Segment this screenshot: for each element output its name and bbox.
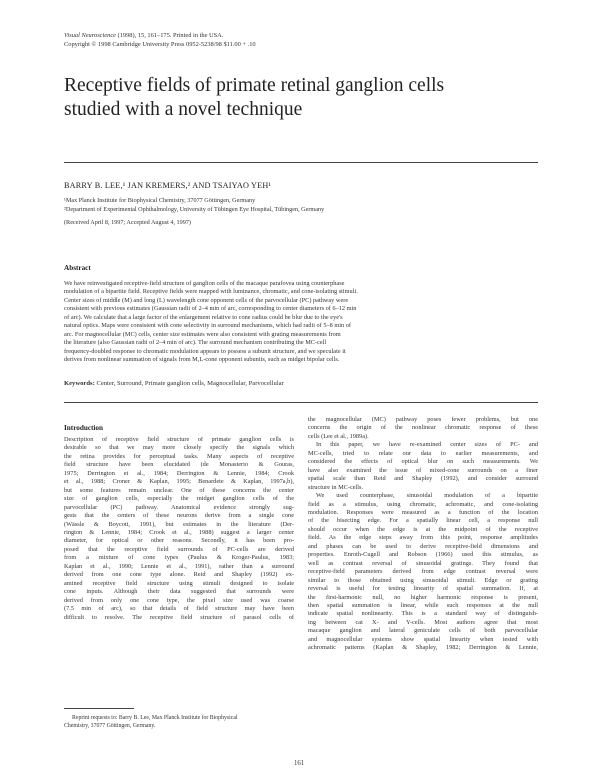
author-list: BARRY B. LEE,¹ JAN KREMERS,² AND TSAIYAO YEH¹ — [64, 181, 272, 190]
title-rule — [64, 162, 538, 163]
left-column: Description of receptive field structure of primate ganglion cells is desirable so that we may more closely specify the signals which the retina provides for perceptual tasks. Many aspects of receptive field structure have been elucidated (de Monasterio & Gouras, 1975; Derrington et al., 1984; Derrington & Lennie, 1984; Crook et al., 1988; Croner & Kaplan, 1995; Benardete & Kaplan, 1997a,b), but some features remain unclear. One of these concerns the center size of ganglion cells, especially the midget ganglion cells of the parvocellular (PC) pathway. Anatomical evidence strongly sug- gests that the centers of these neurons derive from a single cone (Wässle & Boycott, 1991), but estimates in the literature (Der- rington & Lennie, 1984; Crook et al., 1988) suggest a larger center diameter, for optical or other reasons. Secondly, it has been pro- posed that the receptive field surrounds of PC-cells are derived from a mixture of cone types (Paulus & Kroger-Paulus, 1983; Kaplan et al., 1990; Lennie et al., 1991), rather than a surround derived from one cone type alone. Reid and Shapley (1992) ex- amined receptive field structure using stimuli designed to isolate cone inputs. Although their data suggested that surrounds were derived from only one cone type, the pixel size used was coarse (7.5 min of arc), so that details of field structure may have been difficult to resolve. The receptive field structure of parasol cells of — [64, 436, 294, 621]
journal-citation: Visual Neuroscience (1998), 15, 161–175. Printed in the USA. — [64, 32, 224, 39]
paper-title: Receptive fields of primate retinal ganglion cells studied with a novel technique — [64, 75, 445, 120]
keywords: Keywords: Center, Surround, Primate ganglion cells, Magnocellular, Parvocellular — [64, 380, 284, 387]
copyright-line: Copyright © 1998 Cambridge University Press 0952-5238/98 $11.00 + .10 — [64, 41, 256, 48]
affiliations: ¹Max Planck Institute for Biophysical Chemistry, 37077 Göttingen, Germany ²Department of Experimental Ophthalmology, University of Tübingen Eye Hospital, Tübingen, Germany — [64, 197, 325, 214]
abstract-text: We have reinvestigated receptive-field structure of ganglion cells of the macaque parafovea using counterphase modulation of a bipartite field. Receptive fields were mapped with luminance, chromatic, and cone-isolating stimuli. Center sizes of middle (M) and long (L) wavelength cone opponent cells of the parvocellular (PC) pathway were consistent with previous estimates (Gaussian radii of 2–4 min of arc, corresponding to center diameters of 6–12 min of arc). We calculate that a large factor of the enlargement relative to cone radius could be blur due to the eye's natural optics. Maps were consistent with cone selectivity in surround mechanisms, which had radii of 5–8 min of arc. For magnocellular (MC) cells, center size estimates were also consistent with grating measurements from the literature (also Gaussian radii of 2–4 min of arc). The surround mechanism contributing the MC-cell frequency-doubled response to chromatic modulation appears to possess a subunit structure, and we speculate it derives from nonlinear summation of signals from M,L-cone opponent subunits, such as midget bipolar cells. — [64, 280, 358, 364]
page-number: 161 — [294, 760, 305, 767]
footnote: Reprint requests to: Barry B. Lee, Max Planck Institute for Biophysical Chemistry, 37077 Göttingen, Germany. — [64, 715, 238, 729]
introduction-heading: Introduction — [64, 424, 104, 432]
received-dates: (Received April 8, 1997; Accepted August 4, 1997) — [64, 219, 191, 226]
footnote-rule — [64, 708, 134, 709]
journal-header — [64, 31, 256, 49]
abstract-heading: Abstract — [64, 264, 91, 272]
right-column: the magnocellular (MC) pathway poses fewer problems, but one concerns the origin of the nonlinear chromatic response of these cells (Lee et al., 1989a). In this paper, we have re-examined center sizes of PC- and MC-cells, tried to relate our data to earlier measurements, and considered the effects of optical blur on such measurements. We have also examined the issue of mixed-cone surrounds on a finer spatial scale than Reid and Shapley (1992), and consider surround structure in MC-cells. We used counterphase, sinusoidal modulation of a bipartite field as a stimulus, using chromatic, achromatic, and cone-isolating modulation. Responses were measured as a function of the location of the bisecting edge. For a spatially linear cell, a response null should occur when the edge is at the midpoint of the receptive field. As the edge steps away from this point, response amplitudes and phases can be used to derive receptive-field dimensions and properties. Enroth-Cugell and Robson (1966) used this stimulus, as well as contrast reversal of sinusoidal gratings. They found that receptive-field parameters derived from edge contrast reversal were similar to those obtained using sinusoidal stimuli. Edge or grating reversal is useful for testing linearity of spatial summation. If, at the first-harmonic null, no higher harmonic response is present, then spatial summation is linear, while such responses at the null indicate spatial nonlinearity. This is a standard way of distinguish- ing between cat X- and Y-cells. Most authors agree that most macaque ganglion and lateral geniculate cells of both parvocellular and magnocellular systems show spatial linearity when tested with achromatic patterns (Kaplan & Shapley, 1982; Derrington & Lennie, — [308, 416, 538, 652]
abstract-rule — [64, 402, 538, 403]
